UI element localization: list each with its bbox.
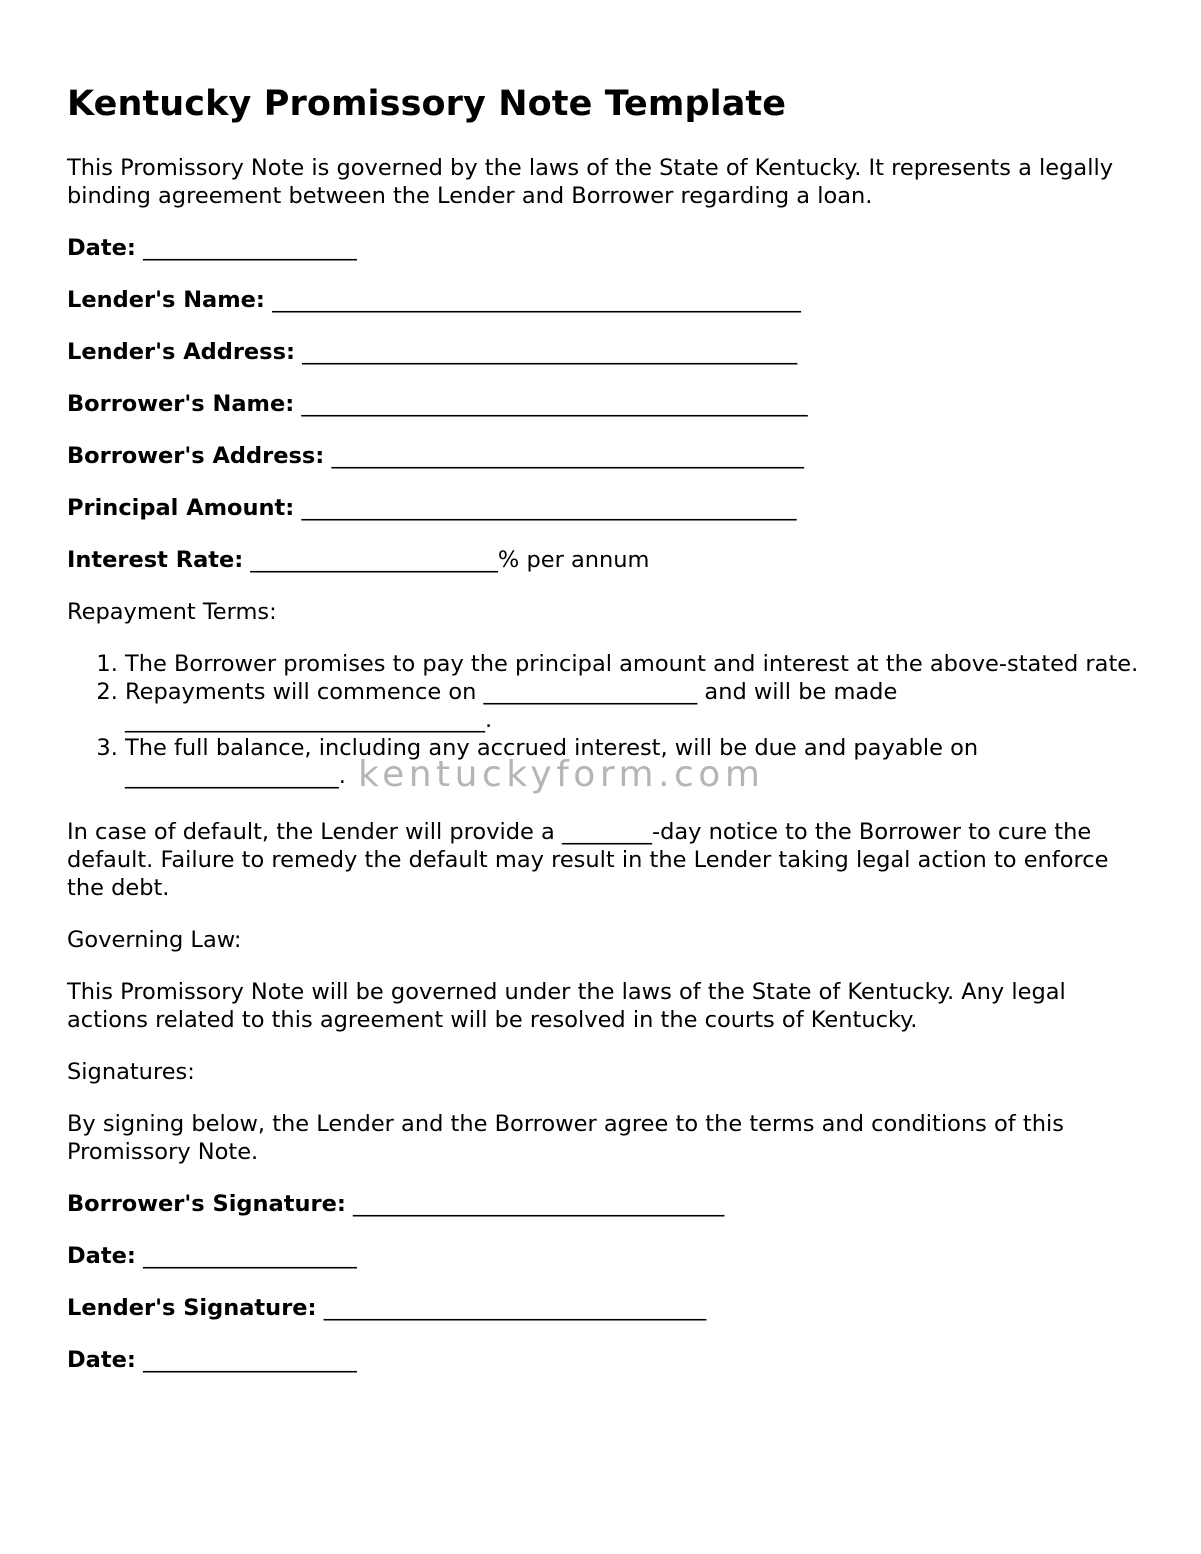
lender-name-field bbox=[67, 286, 1147, 314]
borrower-date-blank: ___________________ bbox=[143, 1243, 357, 1269]
date-blank: ___________________ bbox=[143, 235, 357, 261]
watermark: kentuckyform.com bbox=[358, 754, 765, 795]
borrower-signature-field bbox=[67, 1190, 1147, 1218]
interest-rate-suffix: % per annum bbox=[497, 547, 650, 573]
governing-law-paragraph: This Promissory Note will be governed under the laws of the State of Kentucky. Any legal actions related to this agreement will be resolved in the courts of Kentucky. bbox=[67, 979, 1066, 1033]
due-date-blank: ___________________ bbox=[125, 763, 339, 789]
repayment-terms-list bbox=[67, 650, 1147, 790]
date-field bbox=[67, 234, 1147, 262]
lender-address-label: Lender's Address: bbox=[67, 339, 295, 365]
lender-name-label: Lender's Name: bbox=[67, 287, 265, 313]
default-paragraph bbox=[67, 818, 1147, 902]
signatures-paragraph: By signing below, the Lender and the Borrower agree to the terms and conditions of this Promissory Note. bbox=[67, 1111, 1064, 1165]
borrower-address-label: Borrower's Address: bbox=[67, 443, 325, 469]
commence-date-blank: ___________________ bbox=[483, 679, 698, 705]
repayment-item-2-text-a: Repayments will commence on bbox=[125, 679, 484, 705]
repayment-item-3-end: . bbox=[338, 763, 346, 789]
list-item bbox=[125, 650, 1147, 678]
list-item bbox=[125, 734, 1147, 790]
borrower-signature-blank: _________________________________ bbox=[353, 1191, 725, 1217]
repayment-item-2-end: . bbox=[485, 707, 493, 733]
lender-date-blank: ___________________ bbox=[143, 1347, 357, 1373]
lender-date-field bbox=[67, 1346, 1147, 1374]
repayment-item-1-text: The Borrower promises to pay the principal amount and interest at the above-stated rate. bbox=[125, 651, 1139, 677]
lender-signature-field bbox=[67, 1294, 1147, 1322]
repayment-schedule-blank: ________________________________ bbox=[125, 707, 485, 733]
principal-amount-blank: ____________________________________________ bbox=[301, 495, 797, 521]
intro-paragraph: This Promissory Note is governed by the laws of the State of Kentucky. It represents a legally binding agreement between the Lender and Borrower regarding a loan. bbox=[67, 155, 1114, 209]
lender-date-label: Date: bbox=[67, 1347, 136, 1373]
document-title: Kentucky Promissory Note Template bbox=[67, 84, 787, 124]
lender-name-blank: _______________________________________________ bbox=[272, 287, 801, 313]
repayment-item-2-text-b: and will be made bbox=[697, 679, 898, 705]
document-page bbox=[67, 82, 1147, 1374]
principal-amount-field bbox=[67, 494, 1147, 522]
lender-signature-label: Lender's Signature: bbox=[67, 1295, 317, 1321]
default-text-b: -day notice to the Borrower to cure the default. Failure to remedy the default may result in the Lender taking legal action to enforce the debt. bbox=[67, 819, 1109, 901]
interest-rate-blank: ______________________ bbox=[250, 547, 498, 573]
borrower-address-blank: __________________________________________ bbox=[331, 443, 804, 469]
borrower-address-field bbox=[67, 442, 1147, 470]
lender-address-field bbox=[67, 338, 1147, 366]
lender-address-blank: ____________________________________________ bbox=[302, 339, 798, 365]
borrower-name-blank: _____________________________________________ bbox=[301, 391, 808, 417]
borrower-date-field bbox=[67, 1242, 1147, 1270]
signatures-heading: Signatures: bbox=[67, 1059, 195, 1085]
governing-law-heading: Governing Law: bbox=[67, 927, 242, 953]
principal-amount-label: Principal Amount: bbox=[67, 495, 295, 521]
interest-rate-label: Interest Rate: bbox=[67, 547, 244, 573]
default-text-a: In case of default, the Lender will provide a bbox=[67, 819, 562, 845]
notice-days-blank: ________ bbox=[561, 819, 652, 845]
list-item bbox=[125, 678, 1147, 734]
repayment-item-3-text: The full balance, including any accrued interest, will be due and payable on bbox=[125, 735, 979, 761]
borrower-date-label: Date: bbox=[67, 1243, 136, 1269]
lender-signature-blank: __________________________________ bbox=[323, 1295, 707, 1321]
repayment-terms-heading: Repayment Terms: bbox=[67, 599, 277, 625]
date-label: Date: bbox=[67, 235, 136, 261]
borrower-name-label: Borrower's Name: bbox=[67, 391, 295, 417]
interest-rate-field bbox=[67, 546, 1147, 574]
borrower-signature-label: Borrower's Signature: bbox=[67, 1191, 346, 1217]
borrower-name-field bbox=[67, 390, 1147, 418]
